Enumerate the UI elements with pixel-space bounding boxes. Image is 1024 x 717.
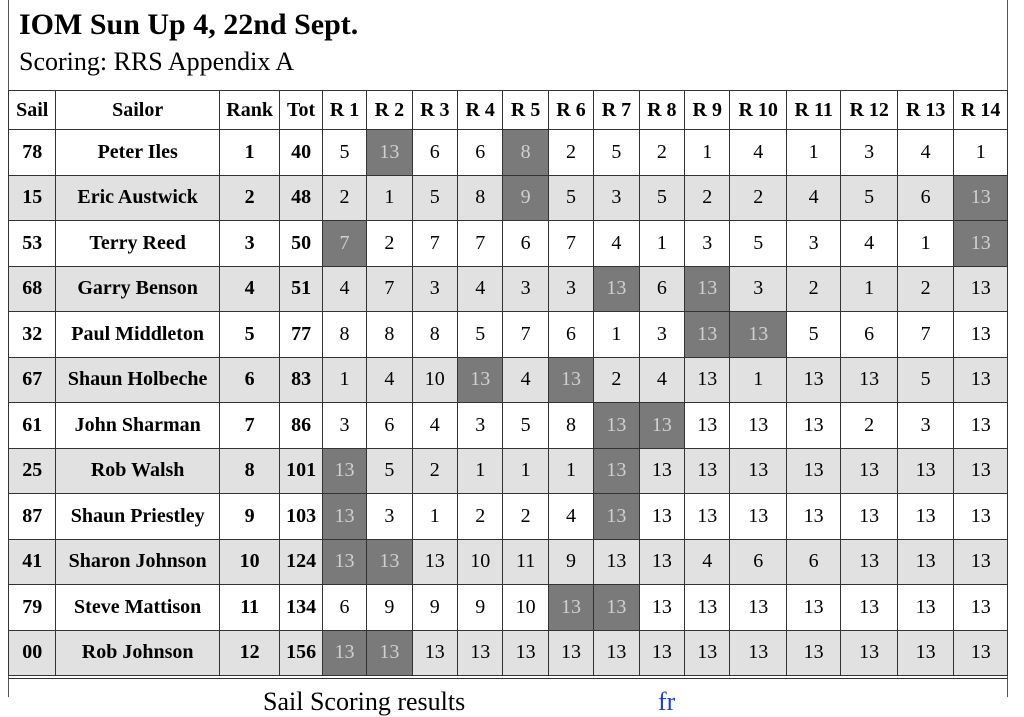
table-row xyxy=(9,403,1008,449)
race-score: 4 xyxy=(685,539,730,585)
race-score: 2 xyxy=(458,494,503,540)
total-cell: 83 xyxy=(280,357,322,403)
race-score: 8 xyxy=(548,403,593,449)
race-score: 13 xyxy=(730,630,787,676)
column-header: R 7 xyxy=(594,91,639,130)
sail-number: 78 xyxy=(9,130,56,176)
race-score: 1 xyxy=(412,494,457,540)
column-header: R 1 xyxy=(322,91,366,130)
race-score: 13 xyxy=(954,266,1008,312)
race-score: 2 xyxy=(841,403,898,449)
race-score: 3 xyxy=(594,175,639,221)
sail-number: 53 xyxy=(9,221,56,267)
race-score: 2 xyxy=(786,266,840,312)
race-score: 6 xyxy=(503,221,548,267)
race-score: 4 xyxy=(458,266,503,312)
race-score: 4 xyxy=(322,266,366,312)
total-cell: 156 xyxy=(280,630,322,676)
rank-cell: 1 xyxy=(219,130,280,176)
column-header: Rank xyxy=(219,91,280,130)
race-score: 9 xyxy=(548,539,593,585)
rank-cell: 3 xyxy=(219,221,280,267)
sailor-name: Terry Reed xyxy=(56,221,219,267)
race-score-discard: 13 xyxy=(639,403,684,449)
race-score: 1 xyxy=(841,266,898,312)
rank-cell: 6 xyxy=(219,357,280,403)
table-row xyxy=(9,130,1008,176)
race-score: 2 xyxy=(594,357,639,403)
race-score: 13 xyxy=(639,630,684,676)
race-score-discard: 13 xyxy=(594,585,639,631)
sail-number: 32 xyxy=(9,312,56,358)
race-score: 3 xyxy=(548,266,593,312)
race-score-discard: 13 xyxy=(685,312,730,358)
sailor-name: Steve Mattison xyxy=(56,585,219,631)
race-score: 13 xyxy=(897,494,954,540)
rank-cell: 8 xyxy=(219,448,280,494)
footer-link[interactable]: fr xyxy=(658,687,676,716)
sailor-name: John Sharman xyxy=(56,403,219,449)
race-score-discard: 13 xyxy=(322,539,366,585)
race-score: 6 xyxy=(730,539,787,585)
rank-cell: 10 xyxy=(219,539,280,585)
total-cell: 51 xyxy=(280,266,322,312)
sailor-name: Paul Middleton xyxy=(56,312,219,358)
race-score: 10 xyxy=(412,357,457,403)
race-score: 13 xyxy=(954,494,1008,540)
race-score: 13 xyxy=(954,585,1008,631)
race-score-discard: 13 xyxy=(954,221,1008,267)
race-score: 8 xyxy=(458,175,503,221)
race-score-discard: 13 xyxy=(322,630,366,676)
column-header: R 3 xyxy=(412,91,457,130)
race-score: 5 xyxy=(503,403,548,449)
race-score: 8 xyxy=(412,312,457,358)
race-score: 13 xyxy=(730,448,787,494)
race-score: 4 xyxy=(639,357,684,403)
race-score: 1 xyxy=(503,448,548,494)
race-score: 13 xyxy=(786,357,840,403)
race-score: 3 xyxy=(685,221,730,267)
table-body xyxy=(9,130,1008,676)
race-score: 4 xyxy=(548,494,593,540)
race-score: 13 xyxy=(954,539,1008,585)
race-score: 13 xyxy=(897,630,954,676)
column-header: R 11 xyxy=(786,91,840,130)
race-score: 1 xyxy=(458,448,503,494)
race-score: 13 xyxy=(897,585,954,631)
race-score: 8 xyxy=(367,312,412,358)
race-score-discard: 13 xyxy=(367,130,412,176)
race-score: 1 xyxy=(548,448,593,494)
column-header: Tot xyxy=(280,91,322,130)
race-score: 13 xyxy=(685,403,730,449)
race-score: 3 xyxy=(730,266,787,312)
rank-cell: 11 xyxy=(219,585,280,631)
race-score: 2 xyxy=(685,175,730,221)
sailor-name: Sharon Johnson xyxy=(56,539,219,585)
column-header: R 8 xyxy=(639,91,684,130)
sail-number: 67 xyxy=(9,357,56,403)
race-score: 7 xyxy=(458,221,503,267)
total-cell: 103 xyxy=(280,494,322,540)
rank-cell: 9 xyxy=(219,494,280,540)
sail-number: 41 xyxy=(9,539,56,585)
race-score: 13 xyxy=(503,630,548,676)
race-score: 5 xyxy=(730,221,787,267)
race-score: 6 xyxy=(639,266,684,312)
total-cell: 50 xyxy=(280,221,322,267)
race-score: 1 xyxy=(730,357,787,403)
race-score: 13 xyxy=(639,448,684,494)
race-score: 1 xyxy=(594,312,639,358)
race-score: 13 xyxy=(954,403,1008,449)
race-score: 13 xyxy=(954,312,1008,358)
rank-cell: 5 xyxy=(219,312,280,358)
sailor-name: Peter Iles xyxy=(56,130,219,176)
rank-cell: 7 xyxy=(219,403,280,449)
race-score: 13 xyxy=(897,539,954,585)
race-score: 3 xyxy=(841,130,898,176)
race-score: 13 xyxy=(841,539,898,585)
page-title: IOM Sun Up 4, 22nd Sept. xyxy=(19,8,359,41)
race-score: 1 xyxy=(897,221,954,267)
race-score: 13 xyxy=(954,357,1008,403)
rank-cell: 12 xyxy=(219,630,280,676)
race-score-discard: 13 xyxy=(954,175,1008,221)
race-score-discard: 13 xyxy=(594,266,639,312)
table-row xyxy=(9,175,1008,221)
race-score: 4 xyxy=(841,221,898,267)
race-score: 5 xyxy=(412,175,457,221)
race-score: 5 xyxy=(458,312,503,358)
column-header: R 2 xyxy=(367,91,412,130)
race-score: 13 xyxy=(730,494,787,540)
race-score: 3 xyxy=(367,494,412,540)
race-score: 13 xyxy=(786,494,840,540)
race-score: 6 xyxy=(322,585,366,631)
race-score: 3 xyxy=(786,221,840,267)
race-score: 13 xyxy=(841,448,898,494)
race-score: 13 xyxy=(685,494,730,540)
race-score: 9 xyxy=(367,585,412,631)
table-row xyxy=(9,266,1008,312)
sail-number: 61 xyxy=(9,403,56,449)
race-score-discard: 13 xyxy=(548,585,593,631)
race-score: 1 xyxy=(322,357,366,403)
results-table xyxy=(8,90,1008,676)
race-score: 5 xyxy=(594,130,639,176)
column-header: Sailor xyxy=(56,91,219,130)
race-score: 5 xyxy=(367,448,412,494)
race-score: 6 xyxy=(841,312,898,358)
race-score: 5 xyxy=(786,312,840,358)
race-score: 4 xyxy=(367,357,412,403)
race-score-discard: 13 xyxy=(730,312,787,358)
race-score: 13 xyxy=(786,448,840,494)
race-score: 13 xyxy=(458,630,503,676)
race-score: 3 xyxy=(503,266,548,312)
race-score: 2 xyxy=(367,221,412,267)
race-score: 13 xyxy=(730,585,787,631)
race-score: 10 xyxy=(458,539,503,585)
race-score: 6 xyxy=(786,539,840,585)
sail-number: 25 xyxy=(9,448,56,494)
race-score: 13 xyxy=(954,630,1008,676)
race-score-discard: 13 xyxy=(367,630,412,676)
race-score: 4 xyxy=(786,175,840,221)
race-score: 6 xyxy=(367,403,412,449)
column-header: R 6 xyxy=(548,91,593,130)
race-score: 6 xyxy=(548,312,593,358)
sailor-name: Shaun Holbeche xyxy=(56,357,219,403)
column-header: Sail xyxy=(9,91,56,130)
race-score-discard: 9 xyxy=(503,175,548,221)
race-score: 6 xyxy=(458,130,503,176)
race-score: 7 xyxy=(367,266,412,312)
race-score-discard: 13 xyxy=(367,539,412,585)
race-score: 13 xyxy=(412,630,457,676)
table-row xyxy=(9,312,1008,358)
sail-number: 87 xyxy=(9,494,56,540)
race-score: 13 xyxy=(594,630,639,676)
column-header: R 9 xyxy=(685,91,730,130)
race-score-discard: 13 xyxy=(594,403,639,449)
race-score: 1 xyxy=(786,130,840,176)
race-score: 9 xyxy=(412,585,457,631)
rank-cell: 4 xyxy=(219,266,280,312)
race-score: 2 xyxy=(503,494,548,540)
race-score-discard: 13 xyxy=(548,357,593,403)
race-score: 2 xyxy=(548,130,593,176)
race-score: 1 xyxy=(954,130,1008,176)
race-score: 5 xyxy=(548,175,593,221)
race-score: 4 xyxy=(897,130,954,176)
race-score-discard: 13 xyxy=(458,357,503,403)
column-header: R 4 xyxy=(458,91,503,130)
race-score: 13 xyxy=(685,357,730,403)
race-score: 4 xyxy=(730,130,787,176)
race-score-discard: 7 xyxy=(322,221,366,267)
race-score: 5 xyxy=(322,130,366,176)
race-score: 3 xyxy=(897,403,954,449)
race-score: 13 xyxy=(594,539,639,585)
total-cell: 101 xyxy=(280,448,322,494)
race-score: 7 xyxy=(412,221,457,267)
table-row xyxy=(9,494,1008,540)
table-row xyxy=(9,448,1008,494)
race-score: 10 xyxy=(503,585,548,631)
race-score: 7 xyxy=(503,312,548,358)
race-score: 2 xyxy=(322,175,366,221)
sailor-name: Eric Austwick xyxy=(56,175,219,221)
race-score: 13 xyxy=(639,494,684,540)
race-score: 13 xyxy=(841,585,898,631)
race-score: 13 xyxy=(841,630,898,676)
race-score: 13 xyxy=(897,448,954,494)
race-score: 1 xyxy=(639,221,684,267)
race-score: 6 xyxy=(412,130,457,176)
total-cell: 40 xyxy=(280,130,322,176)
rank-cell: 2 xyxy=(219,175,280,221)
race-score-discard: 13 xyxy=(594,448,639,494)
race-score: 2 xyxy=(639,130,684,176)
race-score-discard: 8 xyxy=(503,130,548,176)
table-row xyxy=(9,221,1008,267)
race-score: 2 xyxy=(897,266,954,312)
total-cell: 86 xyxy=(280,403,322,449)
race-score: 1 xyxy=(685,130,730,176)
sail-number: 15 xyxy=(9,175,56,221)
race-score: 5 xyxy=(841,175,898,221)
race-score: 3 xyxy=(639,312,684,358)
race-score: 13 xyxy=(685,585,730,631)
total-cell: 124 xyxy=(280,539,322,585)
race-score: 13 xyxy=(639,585,684,631)
race-score: 13 xyxy=(841,494,898,540)
column-header: R 14 xyxy=(954,91,1008,130)
race-score-discard: 13 xyxy=(322,448,366,494)
sailor-name: Rob Walsh xyxy=(56,448,219,494)
race-score: 13 xyxy=(412,539,457,585)
race-score: 13 xyxy=(639,539,684,585)
race-score: 6 xyxy=(897,175,954,221)
total-cell: 134 xyxy=(280,585,322,631)
race-score: 3 xyxy=(412,266,457,312)
race-score: 7 xyxy=(548,221,593,267)
footer xyxy=(8,678,1008,716)
race-score: 11 xyxy=(503,539,548,585)
race-score: 13 xyxy=(954,448,1008,494)
race-score: 8 xyxy=(322,312,366,358)
header-row xyxy=(9,91,1008,130)
race-score: 13 xyxy=(730,403,787,449)
race-score: 4 xyxy=(412,403,457,449)
race-score: 1 xyxy=(367,175,412,221)
sail-number: 79 xyxy=(9,585,56,631)
table-row xyxy=(9,539,1008,585)
sailor-name: Rob Johnson xyxy=(56,630,219,676)
race-score: 4 xyxy=(503,357,548,403)
column-header: R 12 xyxy=(841,91,898,130)
race-score-discard: 13 xyxy=(594,494,639,540)
race-score: 3 xyxy=(322,403,366,449)
race-score: 7 xyxy=(897,312,954,358)
column-header: R 13 xyxy=(897,91,954,130)
footer-text: Sail Scoring results xyxy=(263,687,466,716)
race-score: 13 xyxy=(786,630,840,676)
sail-number: 68 xyxy=(9,266,56,312)
race-score: 4 xyxy=(594,221,639,267)
table-row xyxy=(9,585,1008,631)
race-score: 13 xyxy=(841,357,898,403)
race-score: 13 xyxy=(548,630,593,676)
table-row xyxy=(9,630,1008,676)
race-score: 5 xyxy=(639,175,684,221)
sailor-name: Shaun Priestley xyxy=(56,494,219,540)
race-score-discard: 13 xyxy=(322,494,366,540)
total-cell: 48 xyxy=(280,175,322,221)
race-score: 3 xyxy=(458,403,503,449)
column-header: R 10 xyxy=(730,91,787,130)
race-score: 13 xyxy=(685,630,730,676)
race-score: 2 xyxy=(412,448,457,494)
race-score: 2 xyxy=(730,175,787,221)
race-score: 13 xyxy=(685,448,730,494)
sailor-name: Garry Benson xyxy=(56,266,219,312)
race-score: 13 xyxy=(786,585,840,631)
table-row xyxy=(9,357,1008,403)
race-score-discard: 13 xyxy=(685,266,730,312)
sail-number: 00 xyxy=(9,630,56,676)
scoring-subtitle: Scoring: RRS Appendix A xyxy=(19,47,295,76)
race-score: 9 xyxy=(458,585,503,631)
total-cell: 77 xyxy=(280,312,322,358)
race-score: 13 xyxy=(786,403,840,449)
column-header: R 5 xyxy=(503,91,548,130)
race-score: 5 xyxy=(897,357,954,403)
